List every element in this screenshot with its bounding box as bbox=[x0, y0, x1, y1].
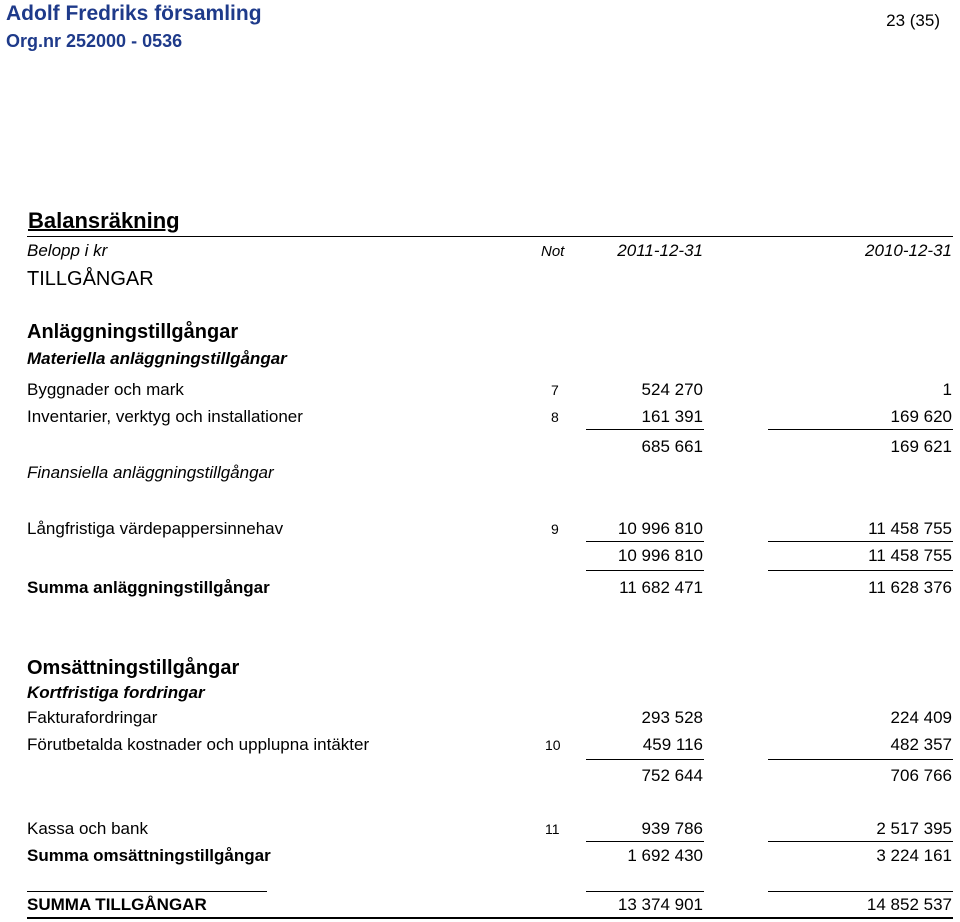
row-value-2011: 524 270 bbox=[641, 380, 703, 399]
row-note: 7 bbox=[551, 382, 559, 398]
currency-label: Belopp i kr bbox=[27, 241, 108, 260]
row-label: Inventarier, verktyg och installationer bbox=[27, 407, 303, 426]
row-value-2011: 939 786 bbox=[641, 819, 703, 838]
row-label: Fakturafordringar bbox=[27, 708, 158, 727]
total-2010: 11 628 376 bbox=[868, 578, 952, 597]
receivables-heading: Kortfristiga fordringar bbox=[27, 683, 205, 702]
assets-heading: TILLGÅNGAR bbox=[27, 268, 154, 290]
organization-number: Org.nr 252000 - 0536 bbox=[6, 31, 183, 51]
sum-rule bbox=[586, 759, 704, 760]
note-column-header: Not bbox=[541, 243, 565, 260]
total-2010: 3 224 161 bbox=[876, 846, 952, 865]
row-value-2011: 459 116 bbox=[642, 735, 703, 754]
row-value-2010: 482 357 bbox=[890, 735, 952, 754]
subtotal-2011: 685 661 bbox=[641, 437, 703, 456]
subtotal-2011: 10 996 810 bbox=[617, 546, 703, 565]
row-value-2011: 161 391 bbox=[641, 407, 703, 426]
title-rule bbox=[27, 236, 953, 237]
sum-rule bbox=[768, 759, 953, 760]
total-2011: 11 682 471 bbox=[619, 578, 703, 597]
grand-total-2010: 14 852 537 bbox=[866, 895, 952, 914]
row-value-2010: 1 bbox=[942, 380, 952, 399]
row-value-2010: 224 409 bbox=[890, 708, 952, 727]
sum-rule bbox=[768, 841, 953, 842]
current-assets-total-label: Summa omsättningstillgångar bbox=[27, 846, 271, 865]
total-2011: 1 692 430 bbox=[627, 846, 703, 865]
sum-rule bbox=[586, 841, 704, 842]
fixed-assets-total-label: Summa anläggningstillgångar bbox=[27, 578, 270, 597]
row-note: 8 bbox=[551, 409, 559, 425]
sum-rule bbox=[586, 429, 704, 430]
column-header-2010: 2010-12-31 bbox=[865, 241, 952, 260]
subtotal-2010: 706 766 bbox=[890, 766, 952, 785]
sum-rule bbox=[586, 541, 704, 542]
row-value-2011: 293 528 bbox=[641, 708, 703, 727]
sum-rule bbox=[768, 570, 953, 571]
tangible-assets-heading: Materiella anläggningstillgångar bbox=[27, 349, 287, 368]
grand-total-rule bbox=[586, 891, 704, 892]
bottom-rule bbox=[27, 917, 953, 919]
sum-rule bbox=[586, 570, 704, 571]
row-note: 10 bbox=[545, 737, 561, 753]
subtotal-2011: 752 644 bbox=[641, 766, 703, 785]
row-label: Långfristiga värdepappersinnehav bbox=[27, 519, 284, 538]
grand-total-rule bbox=[27, 891, 267, 892]
row-value-2010: 2 517 395 bbox=[876, 819, 952, 838]
grand-total-rule bbox=[768, 891, 953, 892]
sum-rule bbox=[768, 429, 953, 430]
current-assets-heading: Omsättningstillgångar bbox=[27, 657, 240, 679]
grand-total-label: SUMMA TILLGÅNGAR bbox=[27, 895, 207, 914]
organization-name: Adolf Fredriks församling bbox=[6, 2, 262, 25]
subtotal-2010: 169 621 bbox=[890, 437, 952, 456]
sum-rule bbox=[768, 541, 953, 542]
subtotal-2010: 11 458 755 bbox=[868, 546, 952, 565]
row-value-2010: 11 458 755 bbox=[868, 519, 952, 538]
page-title: Balansräkning bbox=[28, 208, 180, 233]
row-note: 9 bbox=[551, 521, 559, 537]
row-value-2010: 169 620 bbox=[890, 407, 952, 426]
financial-assets-heading: Finansiella anläggningstillgångar bbox=[27, 463, 274, 482]
grand-total-2011: 13 374 901 bbox=[617, 895, 703, 914]
row-label: Förutbetalda kostnader och upplupna intäkter bbox=[27, 735, 370, 754]
fixed-assets-heading: Anläggningstillgångar bbox=[27, 321, 239, 343]
column-header-2011: 2011-12-31 bbox=[617, 241, 703, 260]
row-note: 11 bbox=[545, 821, 560, 837]
page-number: 23 (35) bbox=[886, 11, 940, 30]
row-label: Kassa och bank bbox=[27, 819, 148, 838]
row-value-2011: 10 996 810 bbox=[617, 519, 703, 538]
row-label: Byggnader och mark bbox=[27, 380, 184, 399]
